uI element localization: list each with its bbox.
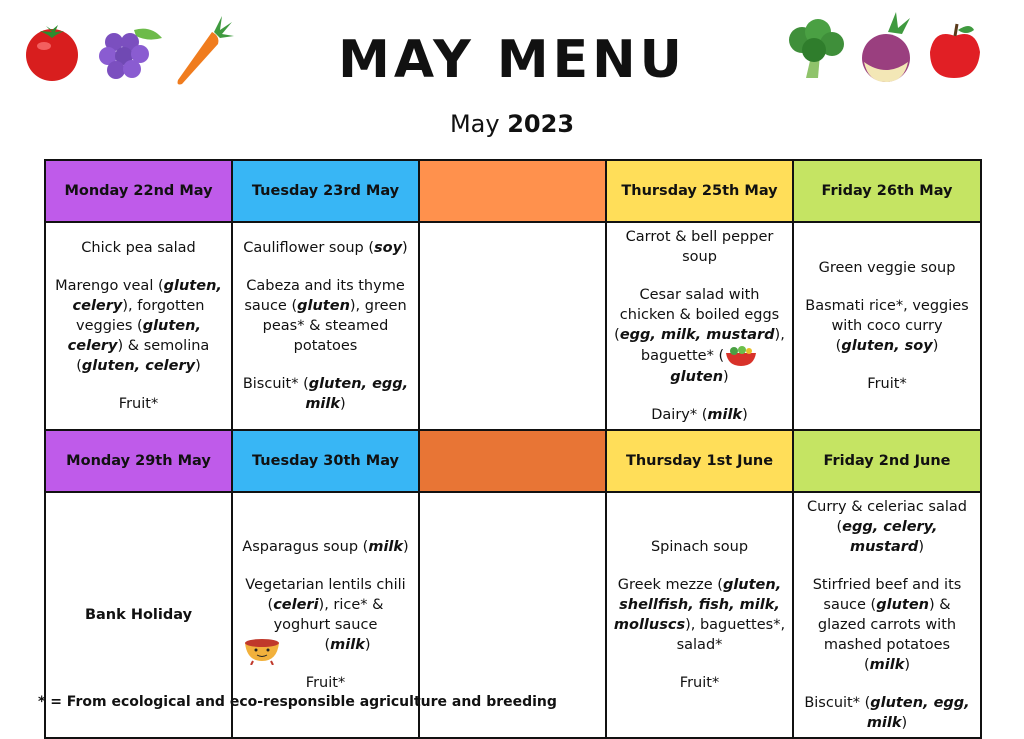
text: ) — [742, 407, 748, 423]
text: Stirfried beef and its sauce ( — [812, 577, 962, 613]
header-thursday-25: Thursday 25th May — [606, 160, 793, 222]
allergen: gluten — [297, 298, 350, 314]
text: Cabeza and its thyme sauce ( — [244, 278, 405, 314]
menu-thursday-1 — [606, 492, 793, 738]
text: Curry & celeriac salad ( — [807, 499, 967, 535]
menu-tuesday-23 — [232, 222, 419, 430]
menu-item — [800, 575, 974, 675]
header-friday-2: Friday 2nd June — [793, 430, 981, 492]
header-monday-29: Monday 29th May — [45, 430, 232, 492]
header-thursday-1: Thursday 1st June — [606, 430, 793, 492]
menu-item — [613, 405, 786, 425]
menu-item — [613, 575, 786, 655]
text: ), forgotten veggies ( — [76, 298, 205, 334]
text: ) & glazed carrots with mashed potatoes ( — [817, 597, 957, 673]
salad-bowl-icon — [724, 345, 758, 367]
allergen: gluten, shellfish, fish, milk, molluscs — [613, 577, 782, 633]
allergen: gluten, egg, milk — [305, 376, 409, 412]
menu-monday-22 — [45, 222, 232, 430]
text: ) — [195, 358, 201, 374]
allergen: milk — [869, 657, 905, 673]
text: ) — [901, 715, 908, 731]
allergen: soy — [373, 240, 403, 256]
text: ) — [723, 369, 729, 385]
menu-item: Fruit* — [679, 675, 720, 691]
menu-item — [239, 537, 412, 557]
text: ) — [918, 539, 924, 555]
text: ) — [403, 539, 409, 555]
menu-wednesday-empty — [419, 222, 606, 430]
menu-item: Spinach soup — [650, 539, 749, 555]
text: Biscuit* ( — [804, 695, 871, 711]
allergen: milk — [368, 539, 404, 555]
allergen: egg, milk, mustard — [619, 327, 775, 343]
menu-item — [239, 238, 412, 258]
menu-item: Green veggie soup — [818, 260, 956, 276]
menu-monday-29: Bank Holiday — [45, 492, 232, 738]
text: ), green peas* & steamed potatoes — [262, 298, 407, 354]
text: Vegetarian lentils chili ( — [245, 577, 406, 613]
menu-thursday-25 — [606, 222, 793, 430]
text: ), baguette* ( — [640, 327, 785, 364]
menu-item: Carrot & bell pepper soup — [625, 229, 774, 265]
menu-item — [800, 296, 974, 356]
menu-item: Fruit* — [118, 396, 159, 412]
text: Asparagus soup ( — [242, 539, 369, 555]
allergen: gluten, celery — [81, 358, 196, 374]
text: Biscuit* ( — [242, 376, 309, 392]
menu-item — [800, 693, 974, 733]
week1-header-row — [45, 160, 981, 222]
allergen: milk — [707, 407, 743, 423]
header-monday-22: Monday 22nd May — [45, 160, 232, 222]
text: Cauliflower soup ( — [243, 240, 374, 256]
allergen: egg, celery, mustard — [842, 519, 938, 555]
text: ), baguettes*, salad* — [676, 617, 786, 653]
page-subtitle — [0, 108, 1024, 140]
text: ) — [402, 240, 408, 256]
text: ) & semolina ( — [76, 338, 210, 374]
allergen: milk — [330, 637, 365, 653]
header-friday-26: Friday 26th May — [793, 160, 981, 222]
subtitle-year: 2023 — [507, 110, 575, 138]
header-wednesday-empty-2 — [419, 430, 606, 492]
menu-friday-2 — [793, 492, 981, 738]
allergen: gluten, egg, milk — [866, 695, 970, 731]
footnote: * = From ecological and eco-responsible agriculture and breeding — [38, 694, 557, 710]
menu-item: Fruit* — [305, 675, 346, 691]
allergen: celeri — [273, 597, 319, 613]
menu-item: Fruit* — [867, 376, 907, 392]
chili-bowl-icon — [241, 635, 283, 665]
text: Cesar salad with chicken & boiled eggs ( — [614, 287, 780, 343]
week1-menu-row — [45, 222, 981, 430]
allergen: gluten — [876, 597, 929, 613]
allergen: gluten — [670, 369, 724, 385]
text: Marengo veal ( — [55, 278, 164, 294]
header-tuesday-23: Tuesday 23rd May — [232, 160, 419, 222]
text: ) — [904, 657, 911, 673]
text: Greek mezze ( — [617, 577, 723, 593]
header-wednesday-empty — [419, 160, 606, 222]
text: Dairy* ( — [651, 407, 708, 423]
week2-header-row — [45, 430, 981, 492]
header-tuesday-30: Tuesday 30th May — [232, 430, 419, 492]
menu-friday-26 — [793, 222, 981, 430]
allergen: gluten, celery — [72, 278, 222, 314]
menu-item — [239, 374, 412, 414]
allergen: gluten, soy — [841, 338, 933, 354]
menu-table — [44, 159, 982, 739]
menu-item — [800, 497, 974, 557]
text: ), rice* & yoghurt sauce ( — [273, 597, 384, 653]
menu-item — [239, 575, 412, 655]
subtitle-month: May — [449, 110, 500, 138]
page-title: MAY MENU — [338, 30, 686, 90]
menu-item — [52, 276, 225, 376]
text: ) — [932, 338, 939, 354]
menu-item: Chick pea salad — [81, 240, 196, 256]
menu-item — [613, 285, 786, 387]
menu-item — [239, 276, 412, 356]
text: ) — [364, 637, 371, 653]
text: ) — [340, 396, 346, 412]
text: Basmati rice*, veggies with coco curry ( — [805, 298, 969, 354]
allergen: gluten, celery — [67, 318, 201, 354]
